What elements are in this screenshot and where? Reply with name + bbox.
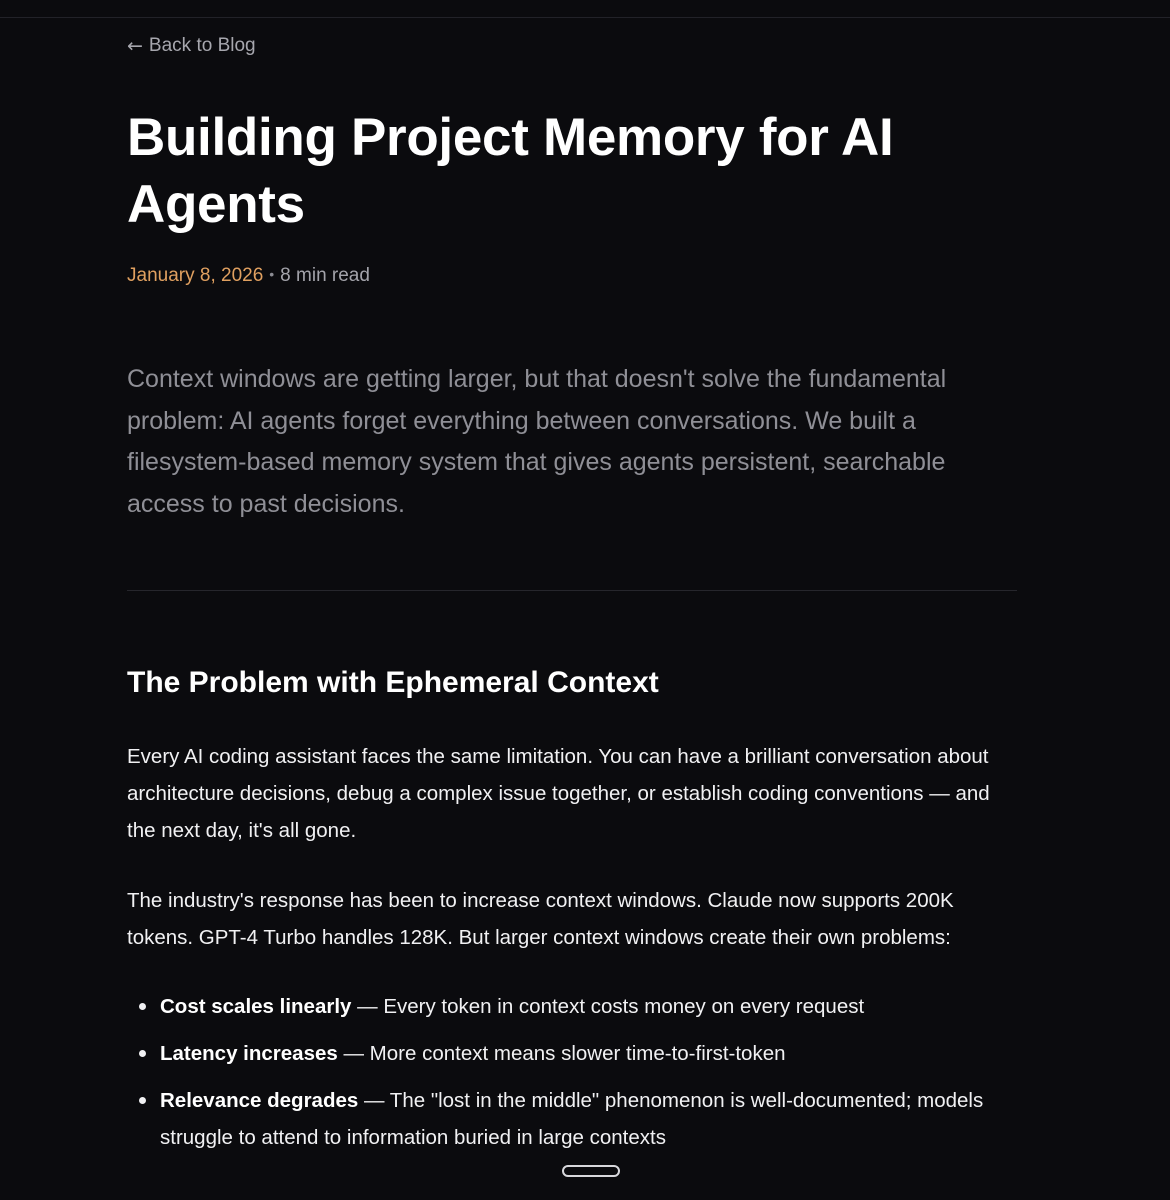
article-lede: Context windows are getting larger, but that doesn't solve the fundamental problem: AI agents forget everything between conversations. We built a filesystem-based memory system that gives agents persistent, searchable access to past decisions.: [127, 365, 947, 518]
list-item: [127, 1082, 1017, 1156]
list-item-term: Cost scales linearly: [160, 995, 352, 1018]
article-meta: [127, 262, 370, 290]
paragraph-1: Every AI coding assistant faces the same limitation. You can have a brilliant conversation about architecture decisions, debug a complex issue together, or establish coding conventions — and the next day, it's all gone.: [127, 745, 990, 842]
bullet-icon: [139, 1050, 146, 1057]
paragraph-2: The industry's response has been to increase context windows. Claude now supports 200K tokens. GPT-4 Turbo handles 128K. But larger context windows create their own problems:: [127, 889, 954, 949]
list-item-text: — Every token in context costs money on every request: [351, 995, 865, 1018]
list-item-term: Relevance degrades: [160, 1089, 359, 1112]
list-item: [127, 988, 1017, 1025]
section-divider: [127, 590, 1017, 591]
list-item-text: — More context means slower time-to-first-token: [337, 1042, 786, 1065]
meta-separator: •: [269, 266, 275, 282]
list-item: [127, 1035, 1017, 1072]
bullet-icon: [139, 1097, 146, 1104]
bullet-icon: [139, 1003, 146, 1010]
bullet-list: [127, 988, 1017, 1166]
top-border: [0, 17, 1170, 18]
list-item-text: — The "lost in the middle" phenomenon is well-documented; models struggle to attend to information buried in large contexts: [160, 1089, 984, 1149]
arrow-left-icon: ←: [127, 35, 143, 57]
back-to-blog-link[interactable]: [127, 33, 256, 59]
home-indicator-handle[interactable]: [562, 1165, 620, 1177]
article-title: Building Project Memory for AI Agents: [127, 108, 894, 234]
back-link-label: Back to Blog: [148, 35, 256, 56]
read-time: 8 min read: [280, 265, 370, 286]
list-item-term: Latency increases: [160, 1042, 338, 1065]
publish-date: January 8, 2026: [127, 265, 264, 286]
section-heading: The Problem with Ephemeral Context: [127, 666, 659, 699]
